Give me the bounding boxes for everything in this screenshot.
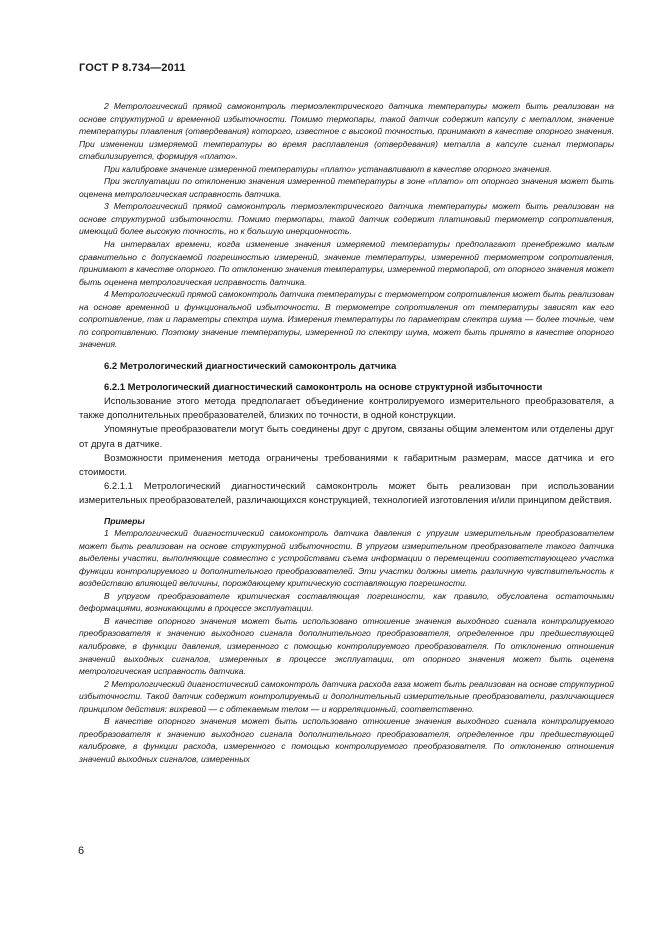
example-paragraph: 1 Метрологический диагностический самоконтроль датчика давления с упругим измерительным преобразователем может быть реализован на основе структурной избыточности. В упругом измерительном преобразователе такого датчика выделены участки, выполняющие совместно с устройствами съема информации о перемещении соответствующего участка функции контролируемого и дополнительного преобразователей. Эти участки должны иметь различную чувствительность к воздействию влияющей величины, порождающему критическую составляющую погрешности. bbox=[79, 528, 614, 589]
paragraph: 3 Метрологический прямой самоконтроль термоэлектрического датчика температуры может быть реализован на основе структурной избыточности. Помимо термопары, такой датчик содержит платиновый термометр сопротивления, имеющий более высокую точность, но к большую инерционность. bbox=[79, 201, 614, 237]
example-paragraph: В качестве опорного значения может быть использовано отношение значения выходного сигнала контролируемого преобразователя к значению выходного сигнала дополнительного преобразователя, определенное при предшествующей калибровке, в функции расхода, измеренного с помощью контролируемого преобразователя. По отклонению отношения значений выходных сигналов, измеренных bbox=[79, 716, 614, 764]
example-paragraph: 2 Метрологический диагностический самоконтроль датчика расхода газа может быть реализован на основе структурной избыточности. Такой датчик содержит контролируемый и дополнительный измерительные преобразователи, различающиеся принципом действия: вихревой — с обтекаемым телом — и корреляционный, соответственно. bbox=[79, 678, 614, 714]
paragraph: Возможности применения метода ограничены требованиями к габаритным размерам, массе датчика и его стоимости. bbox=[79, 452, 614, 478]
paragraph: При калибровке значение измеренной температуры «плато» устанавливают в качестве опорного значения. bbox=[104, 163, 552, 174]
paragraph: Использование этого метода предполагает объединение контролируемого измерительного преобразователя, а также дополнительных преобразователей, близких по точности, в одной конструкции. bbox=[79, 395, 614, 422]
document-header: ГОСТ Р 8.734—2011 bbox=[79, 62, 186, 74]
example-paragraph: В упругом преобразователе критическая составляющая погрешности, как правило, обусловлена остаточными деформациями, возникающими в процессе эксплуатации. bbox=[79, 590, 614, 614]
paragraph: На интервалах времени, когда изменение значения измеряемой температуры предполагают пренебрежимо малым сравнительно с допускаемой погрешностью измерений, значение температуры, измеренной термометром сопротивления, принимают в качестве опорного. По отклонению значения температуры, измеренной термопарой, от опорного значения может быть оценена метрологическая исправность датчика. bbox=[79, 239, 614, 287]
paragraph: При эксплуатации по отклонению значения измеренной температуры в зоне «плато» от опорного значения может быть оценена метрологическая исправность датчика. bbox=[79, 176, 614, 199]
example-paragraph: В качестве опорного значения может быть использовано отношение значения выходного сигнала контролируемого преобразователя к значению выходного сигнала дополнительного преобразователя, определенное при предшествующей калибровке, в функции давления, измеренного с помощью контролируемого преобразователя. По отклонению отношения значений выходных сигналов, измеренных в процессе эксплуатации, от опорного значения может быть оценена метрологическая исправность датчика. bbox=[79, 615, 614, 677]
subsection-heading-6-2-1: 6.2.1 Метрологический диагностический самоконтроль на основе структурной избыточности bbox=[104, 381, 543, 393]
page-number: 6 bbox=[78, 845, 85, 857]
paragraph: 6.2.1.1 Метрологический диагностический самоконтроль может быть реализован при использовании измерительных преобразователей, различающихся конструкцией, технологией изготовления и/или принципом действия. bbox=[79, 481, 614, 507]
section-heading-6-2: 6.2 Метрологический диагностический самоконтроль датчика bbox=[104, 360, 397, 372]
paragraph: Упомянутые преобразователи могут быть соединены друг с другом, связаны общим элементом или отделены друг от друга в датчике. bbox=[79, 424, 614, 450]
page-body bbox=[79, 100, 614, 765]
paragraph: 2 Метрологический прямой самоконтроль термоэлектрического датчика температуры может быть реализован на основе структурной и временной избыточности. Помимо термопары, такой датчик содержит капсулу с металлом, значение температуры плавления (отвердевания) которого, известное с высокой точностью, принимают в качестве опорного значения. При изменении измеряемой температуры во время расплавления (отвердевания) металла в капсуле сигнал термопары стабилизируется, формируя «плато». bbox=[79, 101, 614, 162]
examples-label: Примеры bbox=[104, 515, 145, 526]
paragraph: 4 Метрологический прямой самоконтроль датчика температуры с термометром сопротивления может быть реализован на основе временной и функциональной избыточности. В термометре сопротивления от температуры зависят как его сопротивление, так и параметры спектра шума. Измерения температуры по параметрам спектра шума — более точные, чем по сопротивлению. Поэтому значение температуры, измеренной по спектру шума, может быть принято в качестве опорного значения. bbox=[79, 289, 614, 350]
